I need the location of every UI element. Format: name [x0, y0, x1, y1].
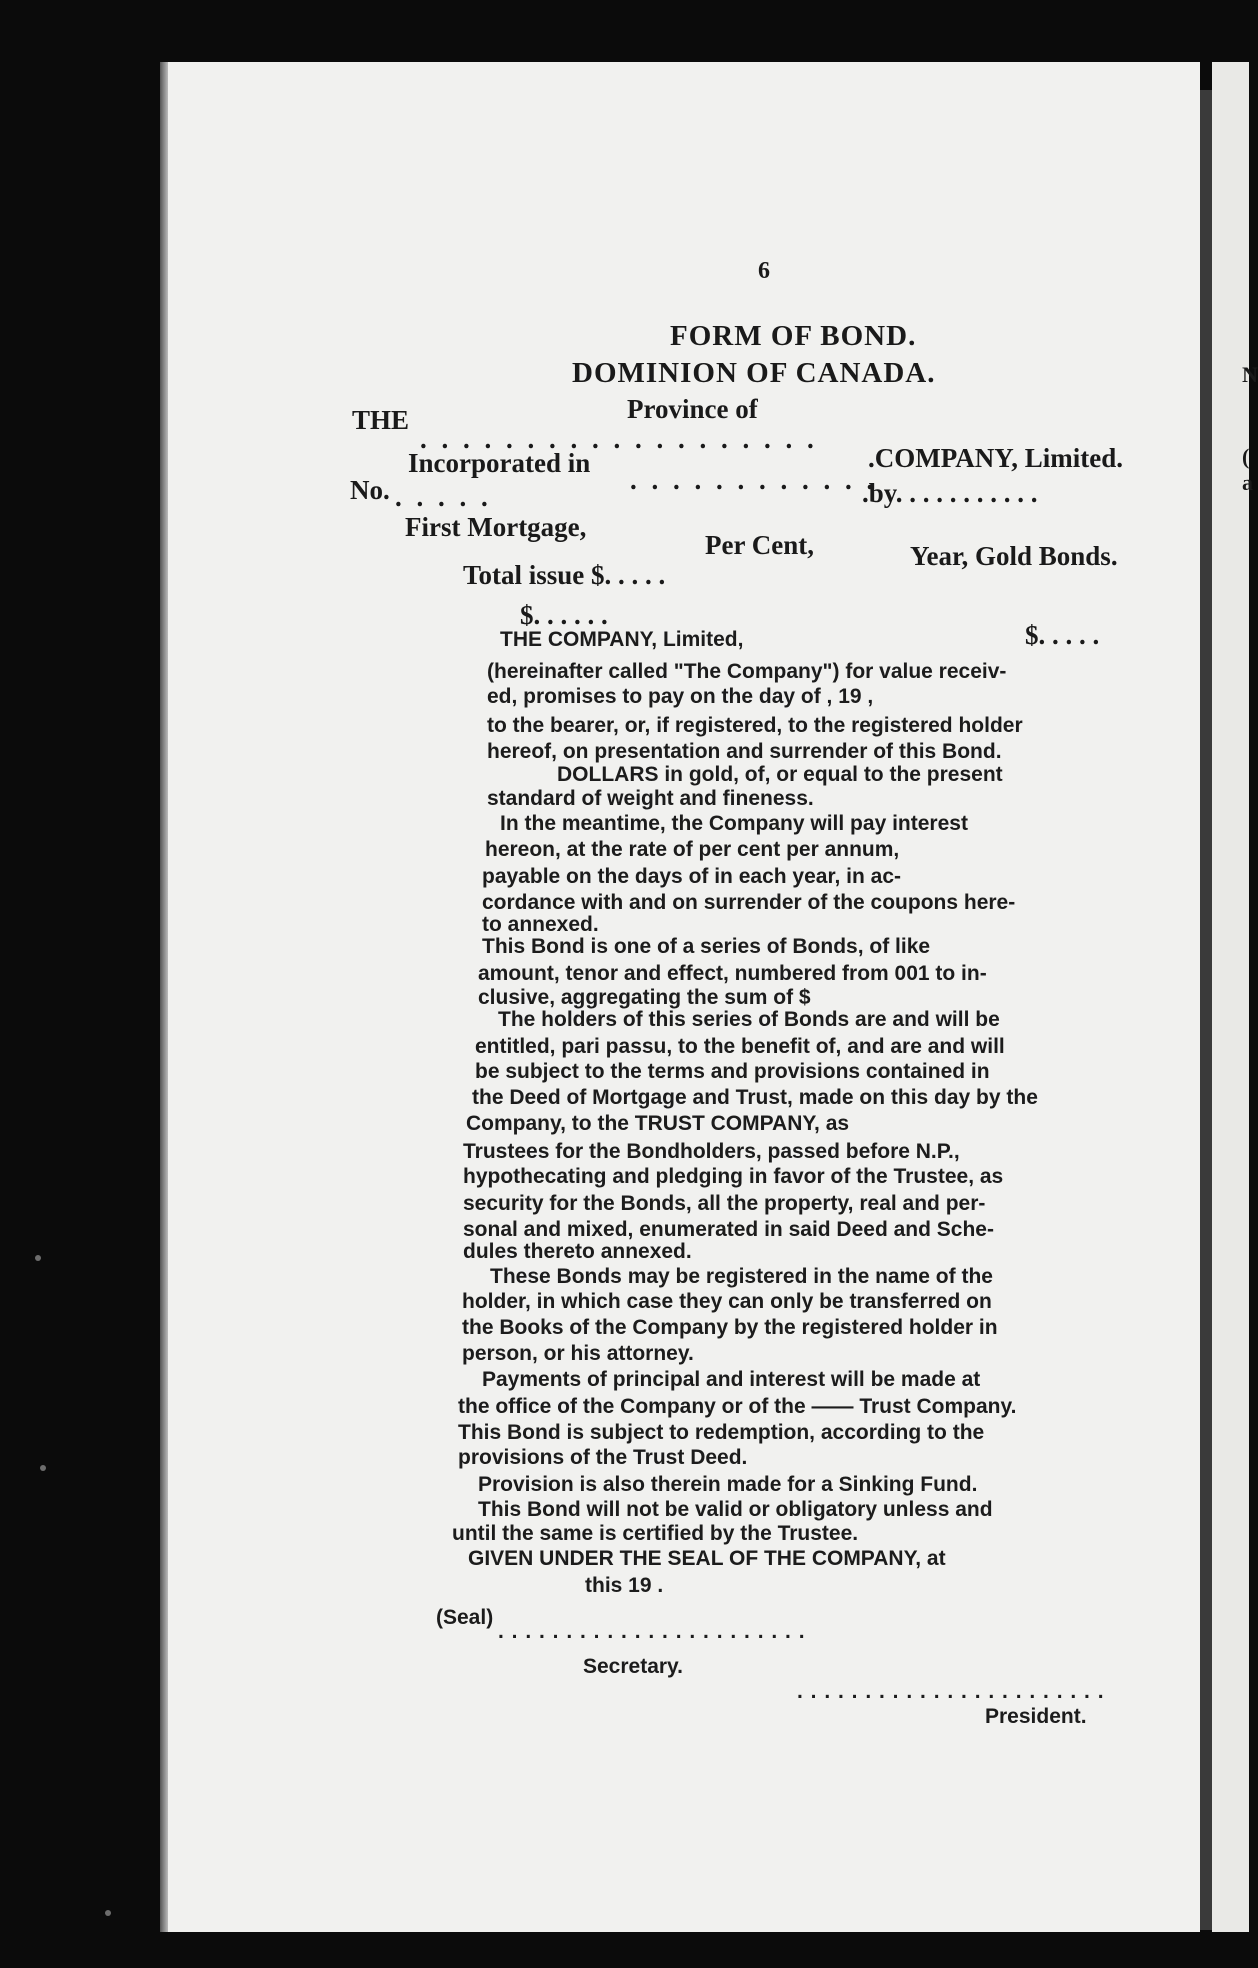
first-mortgage: First Mortgage, — [405, 512, 587, 542]
bond-text-line: dules thereto annexed. — [463, 1240, 692, 1263]
bond-text-line: (hereinafter called "The Company") for value receiv- — [487, 660, 1007, 683]
amount-left: $. . . . . . — [520, 600, 608, 630]
per-cent: Per Cent, — [705, 530, 814, 560]
incorporated-by: .by. . . . . . . . . . . — [862, 478, 1038, 508]
scan-speck — [35, 1255, 41, 1261]
bond-text-line: GIVEN UNDER THE SEAL OF THE COMPANY, at — [468, 1547, 946, 1570]
company-limited: .COMPANY, Limited. — [868, 443, 1123, 473]
next-page-mark: N — [1242, 362, 1258, 387]
bond-text-line: Provision is also therein made for a Sinking Fund. — [478, 1473, 978, 1496]
bond-text-line: entitled, pari passu, to the benefit of, and are and will — [475, 1035, 1005, 1058]
bond-text-line: standard of weight and fineness. — [487, 787, 814, 810]
bond-text-line: amount, tenor and effect, numbered from 001 to in- — [478, 962, 987, 985]
bond-text-line: cordance with and on surrender of the coupons here- — [482, 891, 1016, 914]
page-number: 6 — [758, 258, 770, 284]
total-issue: Total issue $. . . . . — [463, 560, 666, 590]
bond-text-line: Payments of principal and interest will be made at — [482, 1368, 981, 1391]
bond-text-line: Company, to the TRUST COMPANY, as — [466, 1112, 850, 1135]
next-page-mark: ( — [1242, 444, 1250, 469]
bond-text-line: In the meantime, the Company will pay interest — [500, 812, 968, 835]
amount-right: $. . . . . — [1025, 620, 1100, 650]
bond-text-line: security for the Bonds, all the property, real and per- — [463, 1192, 986, 1215]
company-label: THE — [352, 405, 410, 435]
bond-text-line: hereon, at the rate of per cent per annum, — [485, 838, 900, 861]
bond-text-line: The holders of this series of Bonds are and will be — [498, 1008, 1000, 1031]
bond-text-line: until the same is certified by the Trustee. — [452, 1522, 859, 1545]
bond-text-line: This Bond is subject to redemption, according to the — [458, 1421, 985, 1444]
bond-text-line: to annexed. — [482, 913, 599, 936]
bond-text-line: the Books of the Company by the registered holder in — [462, 1316, 998, 1339]
page-left-edge — [160, 62, 168, 1932]
bond-text-line: DOLLARS in gold, of, or equal to the present — [557, 763, 1003, 786]
scan-speck — [40, 1465, 46, 1471]
bond-text-line: hereof, on presentation and surrender of this Bond. — [487, 740, 1002, 763]
bond-text-line: sonal and mixed, enumerated in said Deed and Sche- — [463, 1218, 994, 1241]
bond-text-line: THE COMPANY, Limited, — [500, 628, 744, 651]
bond-text-line: to the bearer, or, if registered, to the registered holder — [487, 714, 1023, 737]
scan-speck — [105, 1910, 111, 1916]
gold-bonds: Year, Gold Bonds. — [910, 541, 1118, 571]
incorporated-label: Incorporated in — [408, 448, 591, 478]
bond-text-line: These Bonds may be registered in the name of the — [490, 1265, 993, 1288]
bond-text-line: clusive, aggregating the sum of $ — [478, 986, 811, 1009]
bond-text-line: the Deed of Mortgage and Trust, made on this day by the — [472, 1086, 1038, 1109]
bond-text-line: person, or his attorney. — [462, 1342, 694, 1365]
president-signature-line: . . . . . . . . . . . . . . . . . . . . . . . — [797, 1680, 1105, 1703]
number-dots: . . . . . — [395, 482, 492, 512]
number-label: No. — [350, 475, 390, 505]
president-label: President. — [985, 1705, 1087, 1728]
page-gutter — [1200, 90, 1212, 1930]
seal-label: (Seal) — [436, 1606, 494, 1629]
bond-text-line: be subject to the terms and provisions contained in — [475, 1060, 990, 1083]
form-title: FORM OF BOND. — [670, 320, 917, 352]
incorporated-dots: . . . . . . . . . . . . — [630, 465, 878, 495]
secretary-label: Secretary. — [583, 1655, 684, 1678]
bond-text-line: This Bond is one of a series of Bonds, of like — [482, 935, 931, 958]
next-page-edge — [1212, 62, 1258, 1932]
bond-text-line: ed, promises to pay on the day of , 19 , — [487, 685, 874, 708]
bond-text-line: holder, in which case they can only be transferred on — [462, 1290, 992, 1313]
secretary-signature-line: . . . . . . . . . . . . . . . . . . . . . . . — [498, 1620, 806, 1643]
company-dots: . . . . . . . . . . . . . . . . . . . — [420, 424, 818, 454]
bond-text-line: hypothecating and pledging in favor of the Trustee, as — [463, 1165, 1004, 1188]
bond-text-line: Trustees for the Bondholders, passed before N.P., — [463, 1140, 960, 1163]
province-line: Province of — [627, 394, 758, 424]
country-heading: DOMINION OF CANADA. — [572, 357, 936, 389]
bond-text-line: This Bond will not be valid or obligatory unless and — [478, 1498, 993, 1521]
next-page-mark: a — [1242, 470, 1253, 495]
bond-text-line: this 19 . — [585, 1574, 664, 1597]
bond-text-line: payable on the days of in each year, in ac- — [482, 865, 901, 888]
bond-text-line: provisions of the Trust Deed. — [458, 1446, 748, 1469]
bond-text-line: the office of the Company or of the —— Trust Company. — [458, 1395, 1017, 1418]
